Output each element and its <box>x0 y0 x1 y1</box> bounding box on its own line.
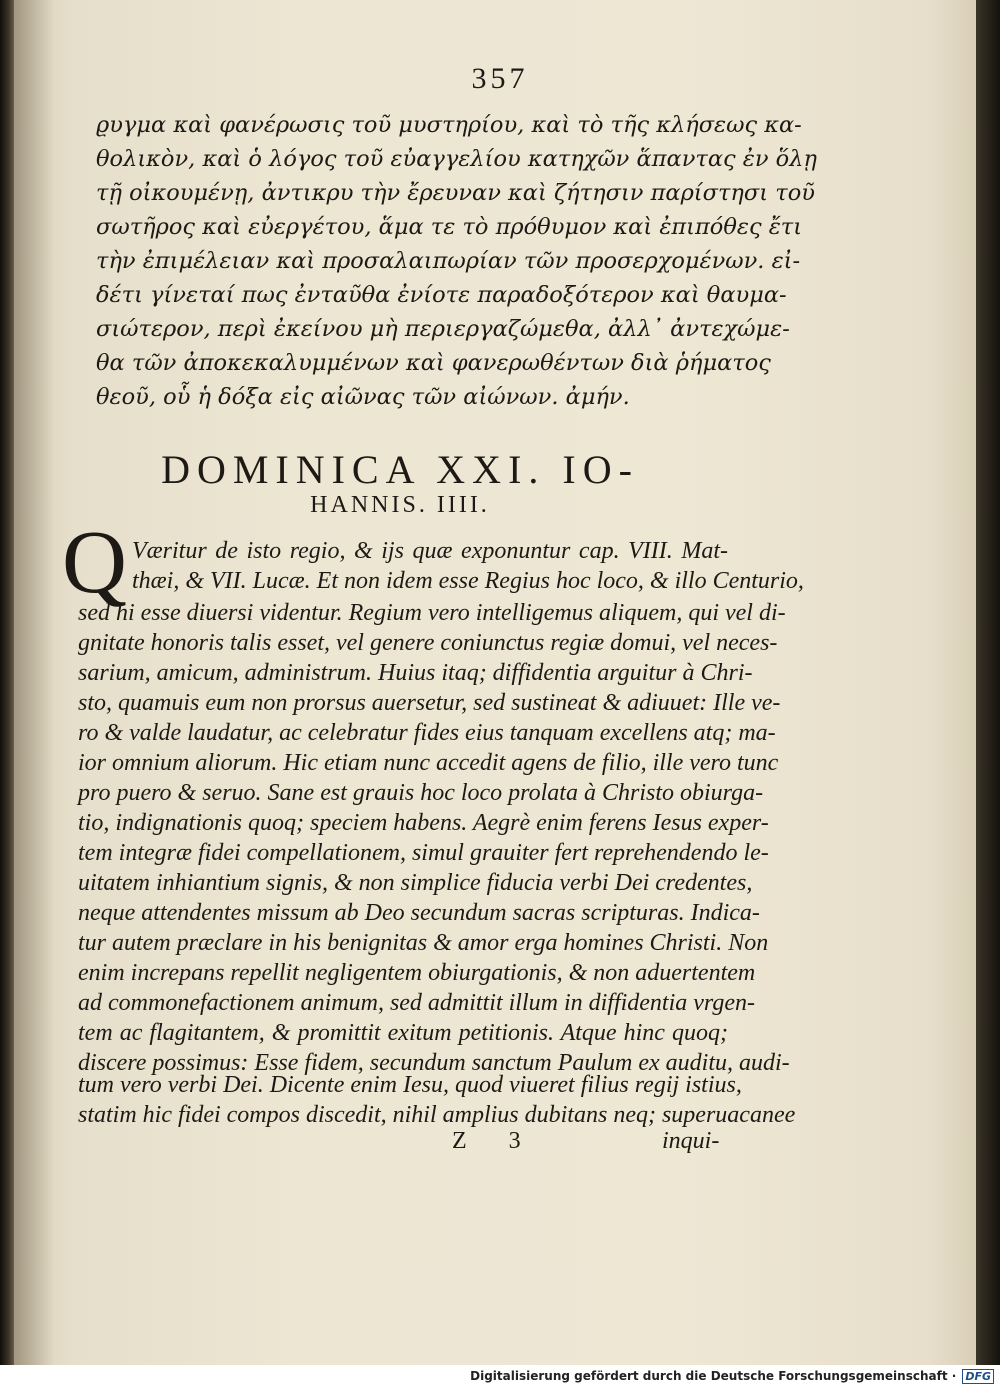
latin-line: tum vero verbi Dei. Dicente enim Iesu, quod viueret filius regij istius, <box>78 1072 742 1098</box>
drop-capital: Q <box>62 513 127 612</box>
signature-mark: Z 3 <box>452 1128 539 1154</box>
latin-line: enim increpans repellit negligentem obiurgationis, & non aduertentem <box>78 960 756 986</box>
greek-line: σιώτερον, περὶ ἐκείνου μὴ περιεργαζώμεθα, ἀλλ᾽ ἀντεχώμε- <box>96 316 790 342</box>
latin-line: Væritur de isto regio, & ijs quæ exponuntur cap. VIII. Mat- <box>132 538 728 564</box>
catchword: inqui- <box>662 1128 720 1154</box>
latin-line: tem ac flagitantem, & promittit exitum petitionis. Atque hinc quoq; <box>78 1020 728 1046</box>
greek-line: θολικὸν, καὶ ὁ λόγος τοῦ εὐαγγελίου κατηχῶν ἅπαντας ἐν ὅλῃ <box>96 146 817 172</box>
latin-line: pro puero & seruo. Sane est grauis hoc loco prolata à Christo obiurga- <box>78 780 764 806</box>
latin-line: uitatem inhiantium signis, & non simplice fiducia verbi Dei credentes, <box>78 870 753 896</box>
latin-line: sto, quamuis eum non prorsus auersetur, sed sustineat & adiuuet: Ille ve- <box>78 690 781 716</box>
greek-line: θα τῶν ἀποκεκαλυμμένων καὶ φανερωθέντων διὰ ῥήματος <box>96 350 771 376</box>
latin-line: tem integræ fidei compellationem, simul grauiter fert reprehendendo le- <box>78 840 769 866</box>
section-heading: DOMINICA XXI. IO- <box>161 447 639 492</box>
latin-line: tur autem præclare in his benignitas & amor erga homines Christi. Non <box>78 930 769 956</box>
dfg-logo: DFG <box>962 1369 994 1384</box>
latin-line: ro & valde laudatur, ac celebratur fides eius tanquam excellens atq; ma- <box>78 720 776 746</box>
page-number: 357 <box>471 62 529 95</box>
greek-line: τὴν ἐπιμέλειαν καὶ προσαλαιπωρίαν τῶν προσερχομένων. εἰ- <box>96 248 801 274</box>
latin-line: thæi, & VII. Lucæ. Et non idem esse Regius hoc loco, & illo Centurio, <box>132 568 804 594</box>
latin-line: ad commonefactionem animum, sed admittit illum in diffidentia vrgen- <box>78 990 756 1016</box>
latin-line: tio, indignationis quoq; speciem habens. Aegrè enim ferens Iesus exper- <box>78 810 769 836</box>
section-subheading: HANNIS. IIII. <box>310 492 490 518</box>
gutter-shadow <box>14 0 54 1365</box>
greek-line: θεοῦ, οὗ ἡ δόξα εἰς αἰῶνας τῶν αἰώνων. ἀμήν. <box>96 384 630 410</box>
latin-line: sed hi esse diuersi videntur. Regium vero intelligemus aliquem, qui vel di- <box>78 600 786 626</box>
latin-line: statim hic fidei compos discedit, nihil amplius dubitans neq; superuacanee <box>78 1102 796 1128</box>
greek-line: σωτῆρος καὶ εὐεργέτου, ἅμα τε τὸ πρόθυμον καὶ ἐπιπόθες ἔτι <box>96 214 803 240</box>
page-right-edge <box>976 0 1000 1365</box>
funding-credit: Digitalisierung gefördert durch die Deutsche Forschungsgemeinschaft · <box>470 1369 957 1383</box>
latin-line: neque attendentes missum ab Deo secundum sacras scripturas. Indica- <box>78 900 760 926</box>
latin-line: gnitate honoris talis esset, vel genere coniunctus regiæ domui, vel neces- <box>78 630 778 656</box>
book-spine-edge <box>0 0 14 1365</box>
latin-line: discere possimus: Esse fidem, secundum sanctum Paulum ex auditu, audi- <box>78 1050 790 1076</box>
latin-line: sarium, amicum, administrum. Huius itaq; diffidentia arguitur à Chri- <box>78 660 753 686</box>
greek-line: δέτι γίνεταί πως ἐνταῦθα ἐνίοτε παραδοξότερον καὶ θαυμα- <box>96 282 787 308</box>
digitization-footer <box>0 1365 1000 1387</box>
greek-line: τῇ οἰκουμένῃ, ἀντικρυ τὴν ἔρευναν καὶ ζήτησιν παρίστησι τοῦ <box>96 180 815 206</box>
latin-line: ior omnium aliorum. Hic etiam nunc accedit agens de filio, ille vero tunc <box>78 750 779 776</box>
greek-line: ϱυγμα καὶ φανέρωσις τοῦ μυστηρίου, καὶ τὸ τῆς κλήσεως κα- <box>96 112 802 138</box>
